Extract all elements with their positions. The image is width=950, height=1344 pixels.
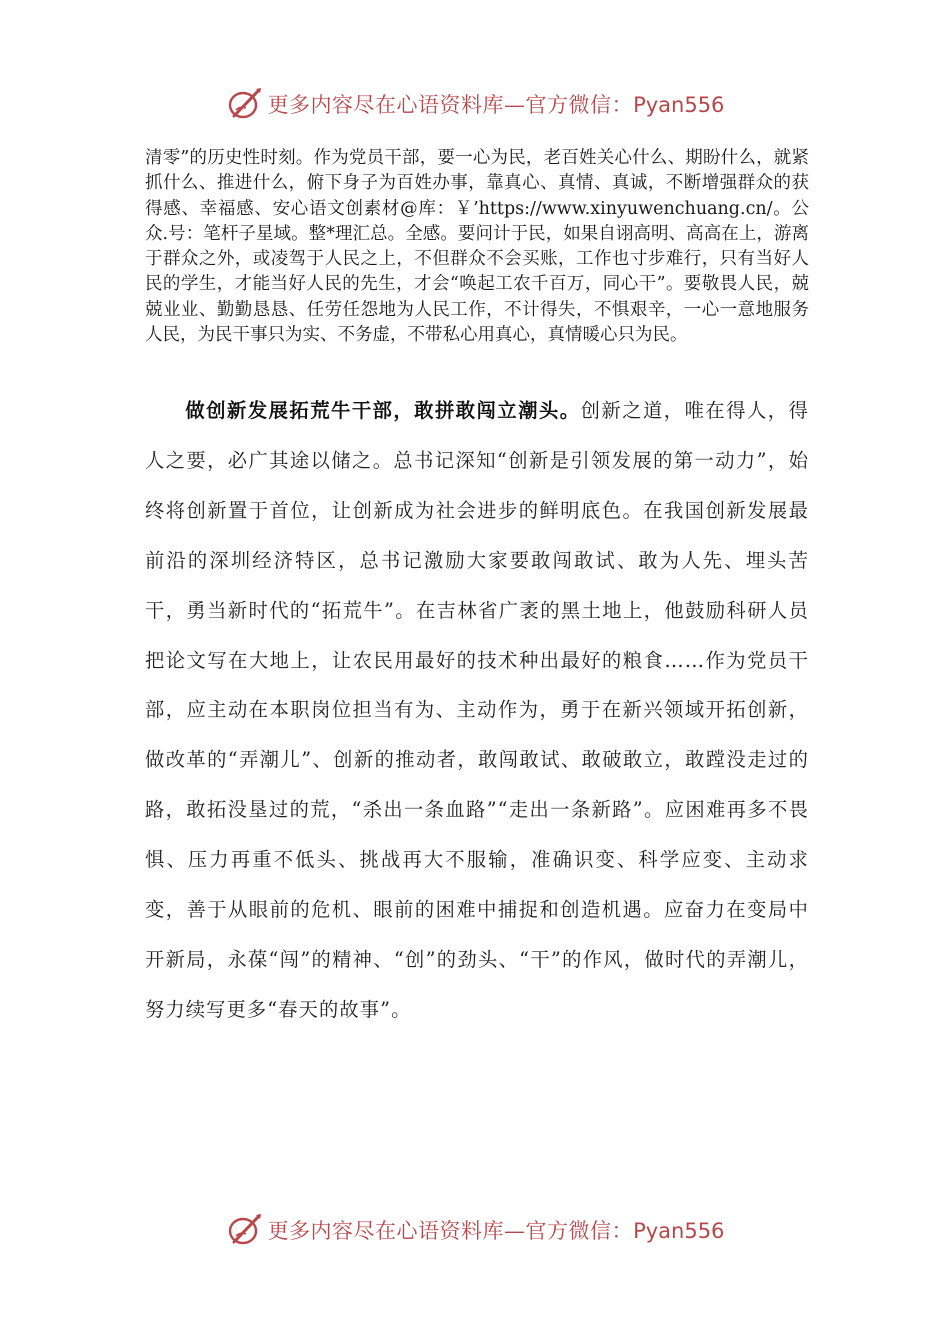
- paragraph-2-body: 创新之道，唯在得人，得人之要，必广其途以储之。总书记深知“创新是引领发展的第一动力”，始终将创新置于首位，让创新成为社会进步的鲜明底色。在我国创新发展最前沿的深圳经济特区，总书记激励大家要敢闯敢试、敢为人先、埋头苦干，勇当新时代的“拓荒牛”。在吉林省广袤的黑土地上，他鼓励科研人员把论文写在大地上，让农民用最好的技术种出最好的粮食……作为党员干部，应主动在本职岗位担当有为、主动作为，勇于在新兴领域开拓创新，做改革的“弄潮儿”、创新的推动者，敢闯敢试、敢破敢立，敢蹚没走过的路，敢拓没垦过的荒，“杀出一条血路”“走出一条新路”。应困难再多不畏惧、压力再重不低头、挑战再大不服输，准确识变、科学应变、主动求变，善于从眼前的危机、眼前的困难中捕捉和创造机遇。应奋力在变局中开新局，永葆“闯”的精神、“创”的劲头、“干”的作风，做时代的弄潮儿，努力续写更多“春天的故事”。: [145, 399, 809, 1021]
- banner-text: 更多内容尽在心语资料库—官方微信：: [267, 93, 634, 117]
- pen-circle-logo-icon: [226, 86, 264, 122]
- header-banner: [0, 84, 950, 124]
- paragraph-2-lead: 做创新发展拓荒牛干部，敢拼敢闯立潮头。: [185, 399, 581, 422]
- wechat-id: Pyan556: [633, 93, 725, 117]
- paragraph-1: 清零”的历史性时刻。作为党员干部，要一心为民，老百姓关心什么、期盼什么，就紧抓什么、推进什么，俯下身子为百姓办事，靠真心、真情、真诚，不断增强群众的获得感、幸福感、安心语文创素材@库：￥’https://www.xinyuwenchuang.cn/。公众.号：笔杆子星域。整*理汇总。全感。要问计于民，如果自诩高明、高高在上，游离于群众之外，或凌驾于人民之上，不但群众不会买账，工作也寸步难行，只有当好人民的学生，才能当好人民的先生，才会“唤起工农千百万，同心干”。要敬畏人民，兢兢业业、勤勤恳恳、任劳任怨地为人民工作，不计得失，不惧艰辛，一心一意地服务人民，为民干事只为实、不务虚，不带私心用真心，真情暖心只为民。: [145, 148, 809, 346]
- footer-banner: [0, 1210, 950, 1250]
- paragraph-2: [145, 386, 809, 1035]
- wechat-id: Pyan556: [633, 1219, 725, 1243]
- pen-circle-logo-icon: [226, 1212, 264, 1248]
- banner-text: 更多内容尽在心语资料库—官方微信：: [267, 1219, 634, 1243]
